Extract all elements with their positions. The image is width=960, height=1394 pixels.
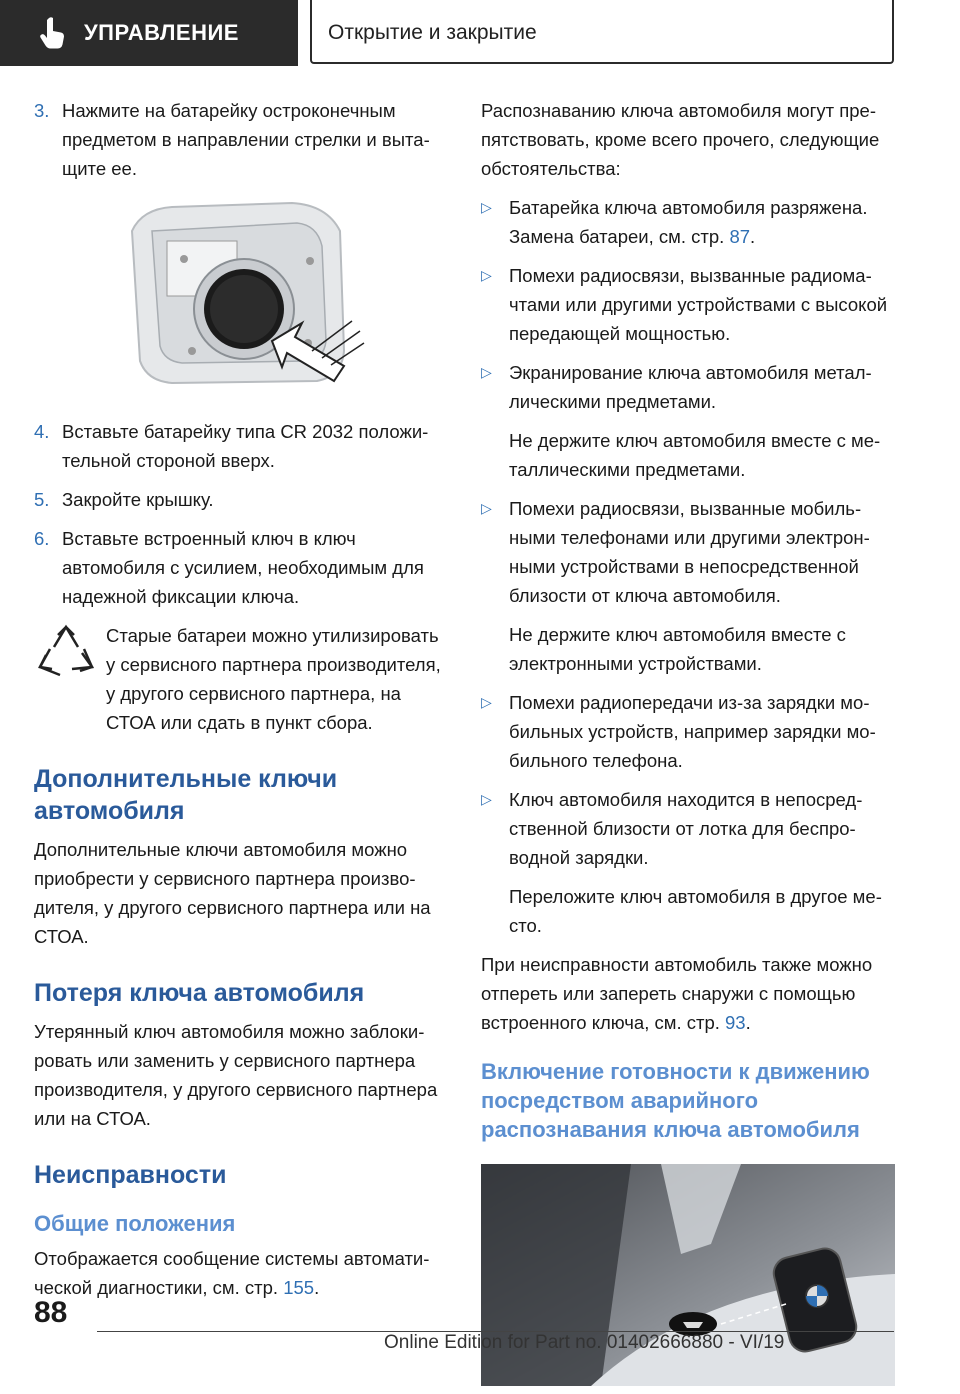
heading-extra-keys: Дополнительные ключи автомобиля xyxy=(34,765,338,825)
recycle-note-text: Старые батареи можно утилизировать у сервисного партнера производителя, у другого сервисного партнера, на СТОА или сдать в пункт сбора. xyxy=(106,625,441,733)
paragraph-general xyxy=(34,1244,444,1302)
bullet-text: Помехи радиосвязи, вызванные мобильными телефонами или другими электронными устройствами в непосредственной близости от ключа автомобиля. xyxy=(509,498,870,606)
step-number: 4. xyxy=(34,421,50,442)
right-column xyxy=(481,96,895,1394)
step-number: 6. xyxy=(34,528,50,549)
section-tab[interactable] xyxy=(0,0,298,66)
page-link-155[interactable]: 155 xyxy=(283,1277,315,1298)
bullet-text: Ключ автомобиля находится в непосредственной близости от лотка для беспроводной зарядки. xyxy=(509,789,863,868)
step-3 xyxy=(34,96,444,183)
paragraph-lost-key: Утерянный ключ автомобиля можно заблокировать или заменить у сервисного партнера производителя, у другого сервисного партнера или на СТОА. xyxy=(34,1021,438,1129)
page-link-93[interactable]: 93 xyxy=(725,1012,746,1033)
bullet-note: Переложите ключ автомобиля в другое место. xyxy=(509,886,882,936)
bullet-end: . xyxy=(750,226,756,247)
page-number: 88 xyxy=(34,1296,68,1329)
recycle-note xyxy=(34,621,444,737)
bullet-item xyxy=(481,358,895,416)
bullet-text: Помехи радиопередачи из-за зарядки мобильных устройств, например зарядки мобильного телефона. xyxy=(509,692,876,771)
bullet-item xyxy=(481,261,895,348)
step-text: Закройте крышку. xyxy=(62,489,214,510)
triangle-bullet-icon: ▷ xyxy=(481,694,492,710)
page-header xyxy=(0,0,960,66)
bullet-note: Не держите ключ автомобиля вместе с металлическими предметами. xyxy=(509,430,881,480)
general-end: . xyxy=(314,1277,320,1298)
triangle-bullet-icon: ▷ xyxy=(481,267,492,283)
triangle-bullet-icon: ▷ xyxy=(481,500,492,516)
triangle-bullet-icon: ▷ xyxy=(481,199,492,215)
triangle-bullet-icon: ▷ xyxy=(481,364,492,380)
fault-end: . xyxy=(745,1012,751,1033)
key-battery-illustration xyxy=(112,201,367,391)
step-6 xyxy=(34,524,444,611)
heading-standby: Включение готовности к движению посредством аварийного распознавания ключа автомобиля xyxy=(481,1059,870,1142)
step-4 xyxy=(34,417,444,475)
step-text: Вставьте встроенный ключ в ключ автомобиля с усилием, необходимым для надежной фиксации ключа. xyxy=(62,528,424,607)
heading-lost-key: Потеря ключа автомобиля xyxy=(34,979,365,1007)
bullet-item xyxy=(481,688,895,775)
paragraph-extra-keys: Дополнительные ключи автомобиля можно приобрести у сервисного партнера производителя, у другого сервисного партнера или на СТОА. xyxy=(34,839,431,947)
step-text: Вставьте батарейку типа CR 2032 положительной стороной вверх. xyxy=(62,421,429,471)
fault-paragraph xyxy=(481,950,895,1037)
subsection-tab[interactable] xyxy=(310,0,894,64)
bullet-note: Не держите ключ автомобиля вместе с электронными устройствами. xyxy=(509,624,846,674)
page-link-87[interactable]: 87 xyxy=(729,226,751,247)
bullet-text: Помехи радиосвязи, вызванные радиомачтами или другими устройствами с высокой передающей мощностью. xyxy=(509,265,888,344)
fault-text: При неисправности автомобиль также можно отпереть или запереть снаружи с помощью встроенного ключа, см. стр. xyxy=(481,954,873,1033)
step-5 xyxy=(34,485,444,514)
left-column xyxy=(34,96,444,1312)
step-number: 3. xyxy=(34,100,50,121)
step-text: Нажмите на батарейку остроконечным предметом в направлении стрелки и вытащите ее. xyxy=(62,100,430,179)
bullet-item xyxy=(481,193,895,251)
bullet-item xyxy=(481,785,895,872)
hand-icon xyxy=(38,16,68,50)
bullet-text: Батарейка ключа автомобиля разряжена. Замена батареи, см. стр. xyxy=(509,197,868,247)
general-text: Отображается сообщение системы автоматической диагностики, см. стр. xyxy=(34,1248,430,1298)
subsection-title: Открытие и закрытие xyxy=(328,21,537,44)
bullet-text: Экранирование ключа автомобиля металлическими предметами. xyxy=(509,362,872,412)
section-title: УПРАВЛЕНИЕ xyxy=(84,20,239,45)
intro-paragraph: Распознаванию ключа автомобиля могут препятствовать, кроме всего прочего, следующие обстоятельства: xyxy=(481,100,880,179)
step-number: 5. xyxy=(34,489,50,510)
recycle-icon xyxy=(34,623,98,687)
heading-faults: Неисправности xyxy=(34,1161,227,1189)
bullet-item xyxy=(481,494,895,610)
heading-general: Общие положения xyxy=(34,1211,236,1236)
triangle-bullet-icon: ▷ xyxy=(481,791,492,807)
edition-info: Online Edition for Part no. 01402666880 - VI/19 xyxy=(384,1332,785,1353)
